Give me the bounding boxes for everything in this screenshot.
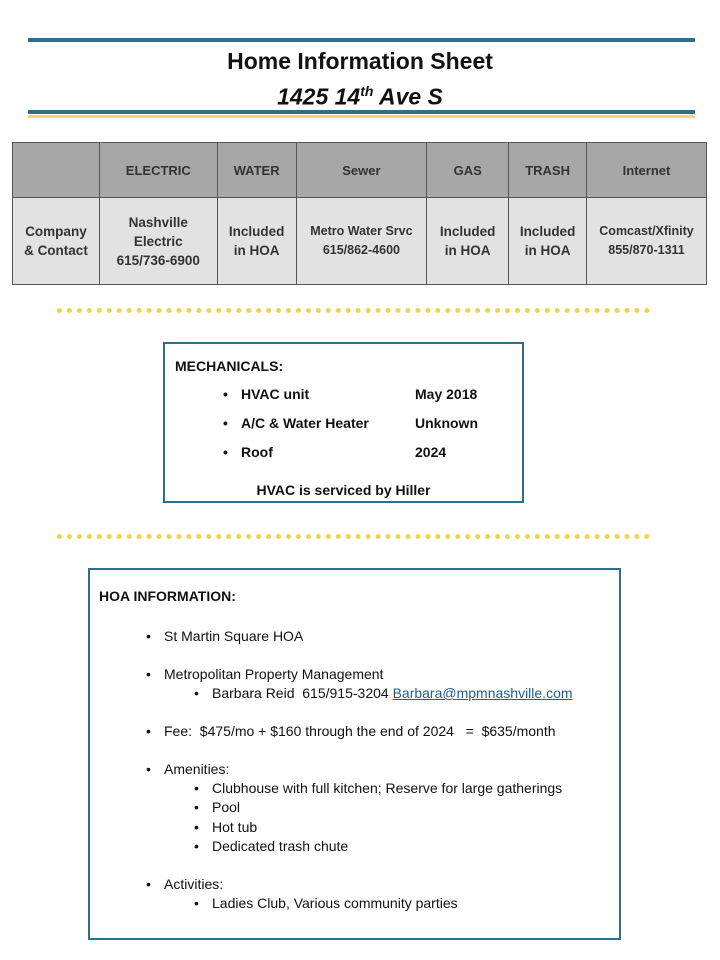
dotted-divider [57,534,650,539]
hoa-title: HOA INFORMATION: [99,588,236,604]
amenity-item: Pool [212,799,241,815]
bullet: • [194,780,199,796]
amenity-item: Clubhouse with full kitchen; Reserve for large gatherings [212,780,563,796]
mechanical-label: Roof [241,444,273,460]
column-header-internet: Internet [587,143,707,198]
column-header-sewer: Sewer [296,143,427,198]
cell-sewer: Metro Water Srvc 615/862-4600 [296,198,427,285]
activity-item: Ladies Club, Various community parties [212,895,458,911]
table-header-row [13,143,707,198]
hoa-box [88,568,621,940]
mechanicals-note: HVAC is serviced by Hiller [256,482,431,498]
hoa-name: St Martin Square HOA [164,628,304,644]
header-top-rule [28,38,695,42]
page-title: Home Information Sheet [227,48,493,74]
page-header [0,46,720,112]
bullet: • [146,761,151,777]
mechanical-label: HVAC unit [241,386,310,402]
mechanical-value: May 2018 [415,386,478,402]
column-header-electric: ELECTRIC [99,143,217,198]
bullet: • [194,838,199,854]
dotted-divider [57,308,650,313]
bullet: • [223,444,228,460]
cell-water: Included in HOA [217,198,296,285]
hoa-contact: Barbara Reid 615/915-3204 Barbara@mpmnashville.com [212,685,573,701]
bullet: • [146,723,151,739]
bullet: • [194,895,199,911]
bullet: • [194,685,199,701]
bullet: • [194,799,199,815]
mechanical-value: Unknown [415,415,478,431]
bullet: • [223,386,228,402]
cell-gas: Included in HOA [427,198,509,285]
table-row [13,198,707,285]
contact-email-link[interactable]: Barbara@mpmnashville.com [392,685,573,701]
mechanicals-box [163,342,524,503]
hoa-fee: Fee: $475/mo + $160 through the end of 2024 = $635/month [164,723,556,739]
amenity-item: Dedicated trash chute [212,838,349,854]
bullet: • [146,876,151,892]
amenity-item: Hot tub [212,819,258,835]
hoa-management: Metropolitan Property Management [164,666,384,682]
header-accent-rule [28,115,695,118]
column-header [13,143,100,198]
cell-internet: Comcast/Xfinity 855/870-1311 [587,198,707,285]
mechanicals-title: MECHANICALS: [175,358,284,374]
list-item [223,444,523,464]
property-address: 1425 14th Ave S [277,83,443,110]
bullet: • [146,666,151,682]
mechanical-value: 2024 [415,444,447,460]
activities-label: Activities: [164,876,224,892]
list-item [223,415,523,435]
column-header-water: WATER [217,143,296,198]
cell-electric: Nashville Electric 615/736-6900 [99,198,217,285]
header-bottom-rule [28,110,695,114]
column-header-gas: GAS [427,143,509,198]
utilities-table [12,142,707,285]
mechanical-label: A/C & Water Heater [241,415,369,431]
row-label: Company & Contact [13,198,100,285]
list-item [223,386,523,406]
bullet: • [146,628,151,644]
amenities-label: Amenities: [164,761,230,777]
cell-trash: Included in HOA [509,198,587,285]
column-header-trash: TRASH [509,143,587,198]
bullet: • [223,415,228,431]
bullet: • [194,819,199,835]
